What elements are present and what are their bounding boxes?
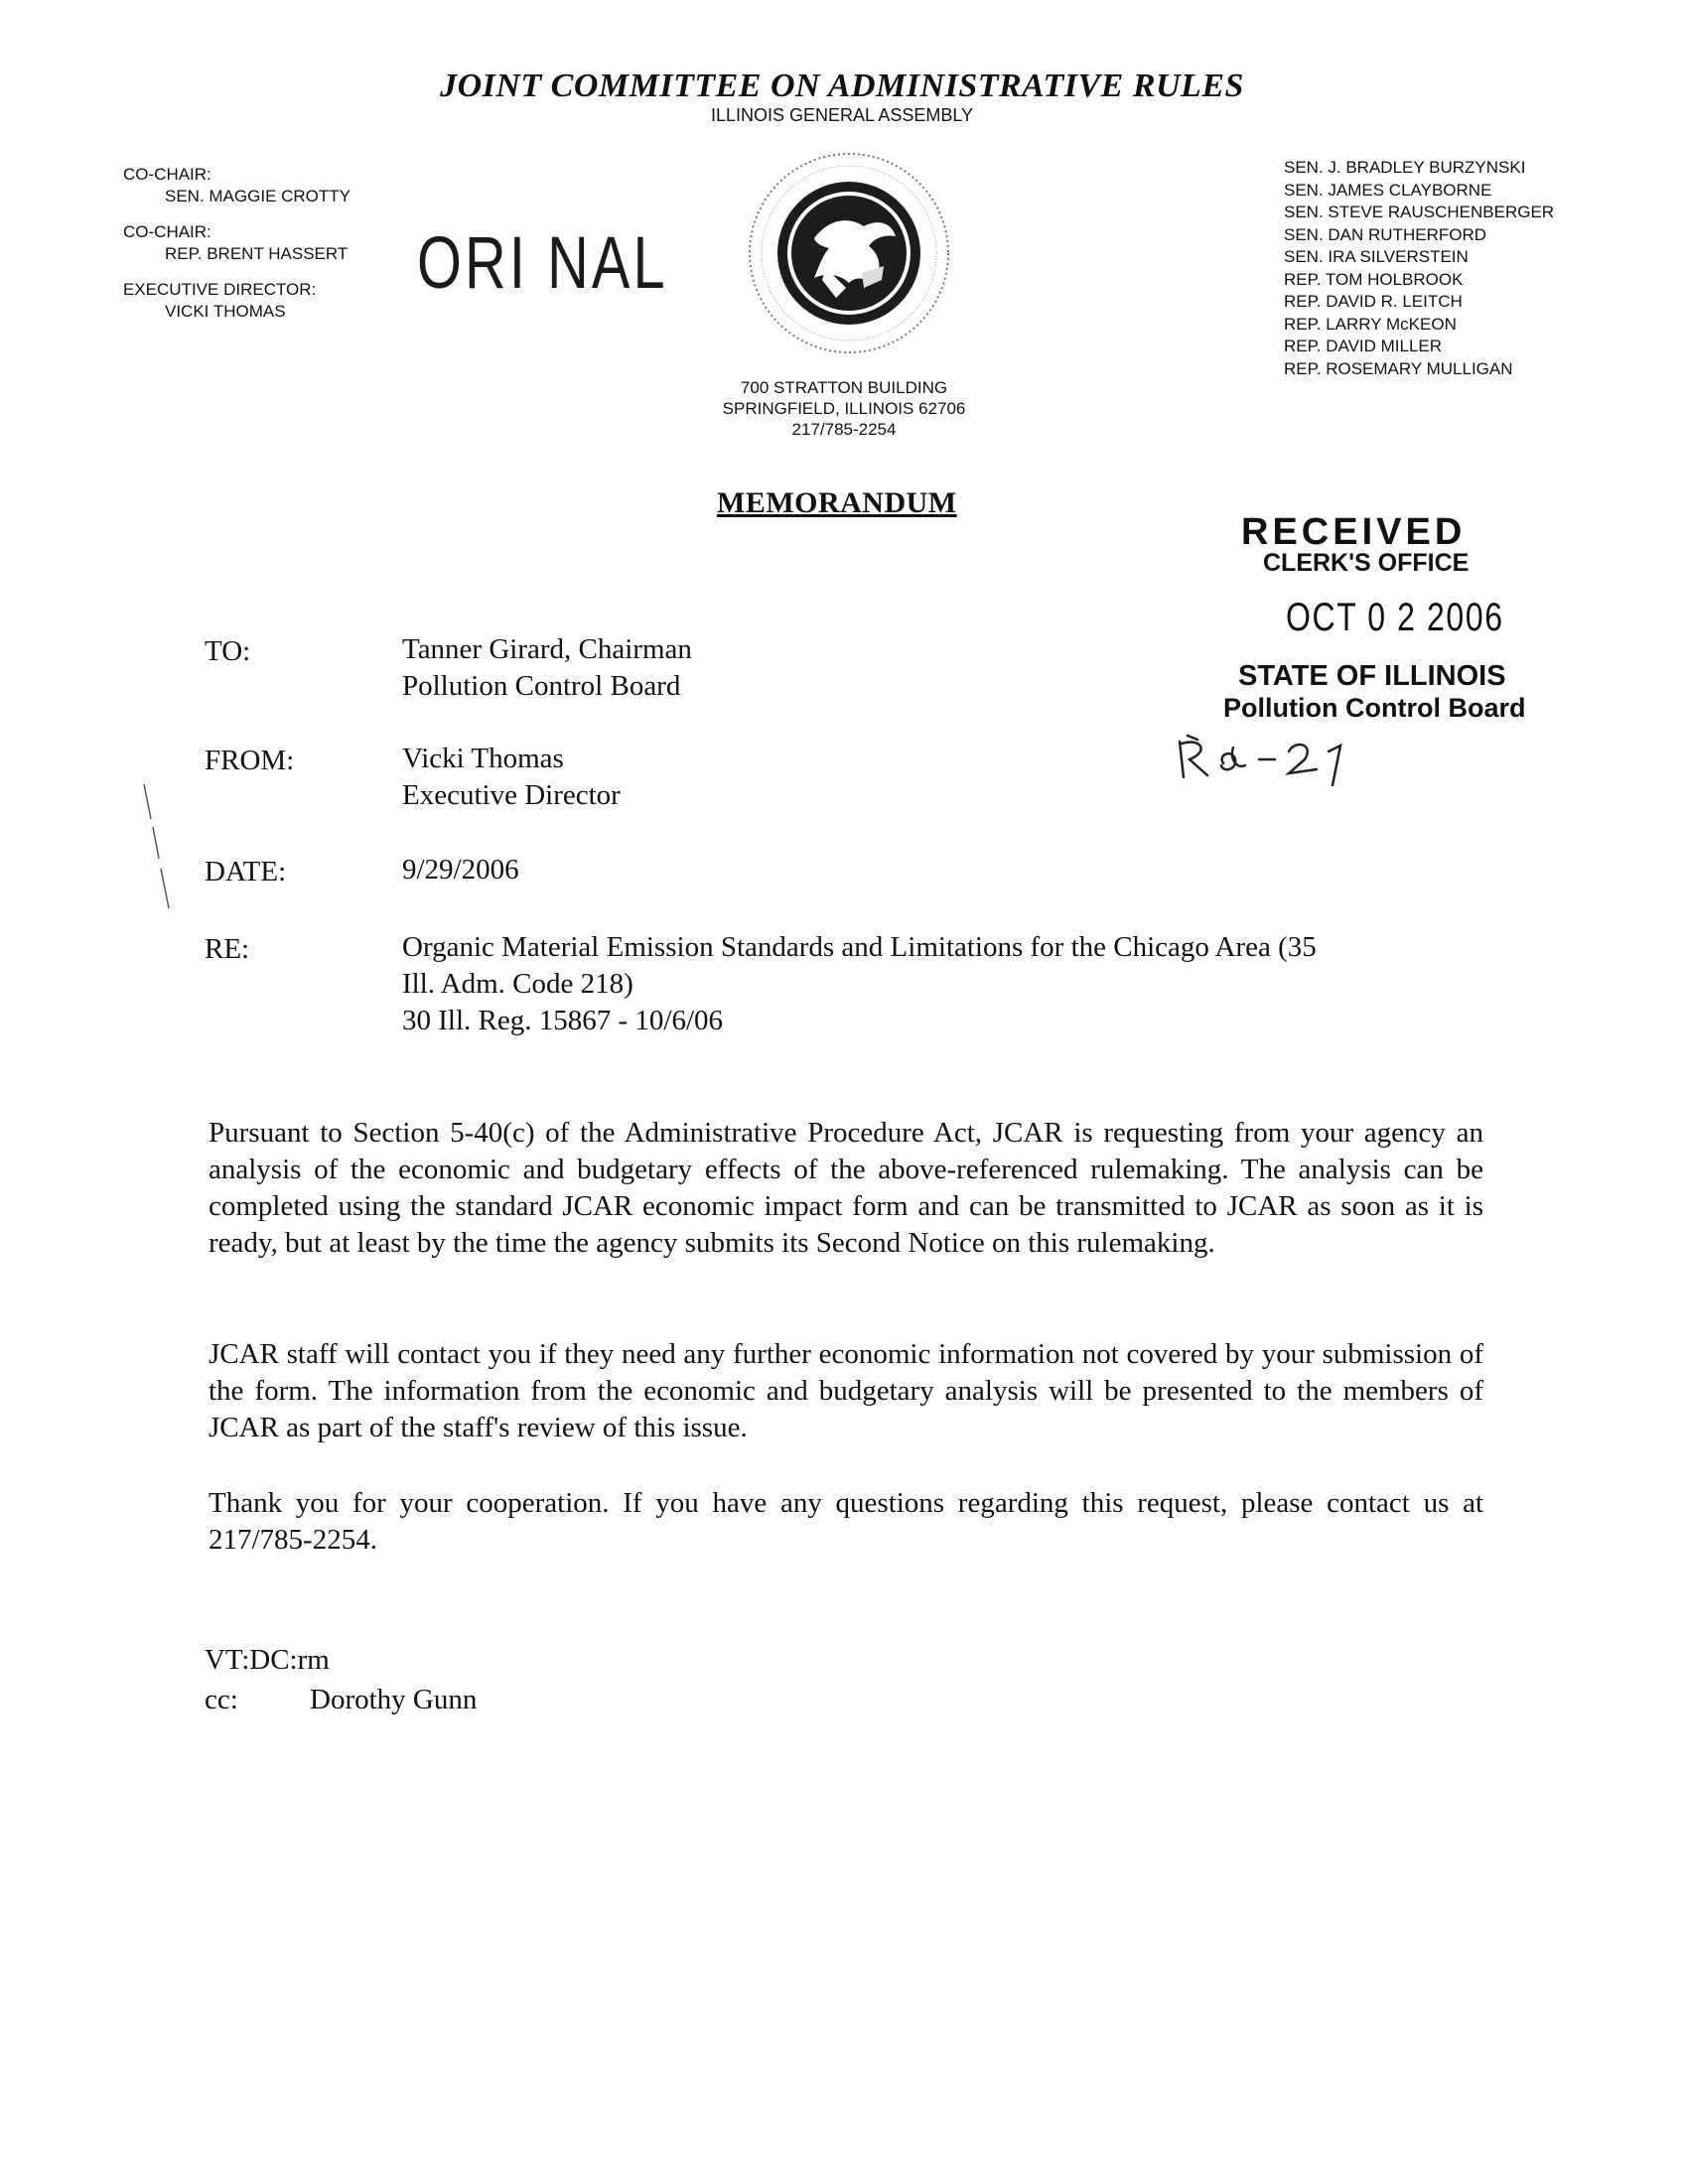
assembly-subtitle: ILLINOIS GENERAL ASSEMBLY (710, 105, 974, 125)
received-stamp-state: STATE OF ILLINOIS (1238, 660, 1506, 692)
body-paragraph-3: Thank you for your cooperation. If you have any questions regarding this request, please contact us at 217/785-2254. (209, 1487, 1483, 1556)
received-stamp-date: OCT 0 2 2006 (1286, 596, 1504, 639)
member-name: REP. DAVID MILLER (1284, 337, 1443, 355)
body-paragraph-1: Pursuant to Section 5-40(c) of the Administrative Procedure Act, JCAR is requesting from your agency an analysis of the economic and budgetary effects of the above-referenced rulemaking. The analysis can be completed using the standard JCAR economic impact form and can be transmitted to JCAR as soon as it is ready, but at least by the time the agency submits its Second Notice on this rulemaking. (209, 1117, 1483, 1259)
member-name: SEN. DAN RUTHERFORD (1284, 224, 1487, 244)
re-subject-line-2: Ill. Adm. Code 218) (402, 968, 633, 1000)
member-name: REP. LARRY McKEON (1284, 314, 1457, 334)
member-name: REP. ROSEMARY MULLIGAN (1284, 358, 1513, 378)
to-label: TO: (205, 635, 251, 667)
officer-executive-director (123, 279, 351, 323)
received-stamp-board: Pollution Control Board (1223, 693, 1526, 723)
officer-name: SEN. MAGGIE CROTTY (165, 187, 351, 205)
member-name: REP. DAVID R. LEITCH (1284, 292, 1463, 311)
from-label: FROM: (205, 745, 295, 776)
to-organization: Pollution Control Board (402, 670, 681, 702)
received-stamp-title: RECEIVED (1241, 511, 1467, 553)
re-subject-line-1: Organic Material Emission Standards and Limitations for the Chicago Area (35 (402, 931, 1317, 963)
address-phone: 217/785-2254 (791, 420, 897, 439)
committee-title: JOINT COMMITTEE ON ADMINISTRATIVE RULES (440, 68, 1244, 104)
members-list (1284, 157, 1554, 380)
officers-list (123, 164, 351, 337)
officer-role: CO-CHAIR: (123, 222, 211, 241)
officer-name: VICKI THOMAS (165, 302, 286, 321)
to-recipient: Tanner Girard, Chairman (402, 633, 692, 665)
from-value (402, 741, 621, 814)
officer-co-chair-1 (123, 164, 351, 207)
address-line-2: SPRINGFIELD, ILLINOIS 62706 (722, 399, 966, 418)
to-value (402, 631, 692, 705)
re-label: RE: (205, 933, 250, 965)
re-value (402, 929, 1494, 1039)
initials-line: VT:DC:rm (205, 1644, 330, 1676)
date-label: DATE: (205, 856, 287, 887)
re-register-citation: 30 Ill. Reg. 15867 - 10/6/06 (402, 1005, 724, 1036)
from-title: Executive Director (402, 779, 621, 811)
member-name: SEN. J. BRADLEY BURZYNSKI (1284, 158, 1526, 177)
original-stamp: ORI NAL (417, 221, 668, 304)
from-sender: Vicki Thomas (402, 743, 564, 774)
officer-co-chair-2 (123, 221, 351, 265)
member-name: REP. TOM HOLBROOK (1284, 269, 1464, 289)
officer-role: EXECUTIVE DIRECTOR: (123, 280, 317, 299)
body-paragraph-2: JCAR staff will contact you if they need any further economic information not covered by your submission of the form. The information from the economic and budgetary analysis will be presented to the members of JCAR as part of the staff's review of this issue. (209, 1338, 1483, 1443)
member-name: SEN. STEVE RAUSCHENBERGER (1284, 203, 1555, 221)
handwritten-docket-number (1172, 730, 1390, 789)
member-name: SEN. JAMES CLAYBORNE (1284, 180, 1492, 200)
memorandum-heading: MEMORANDUM (717, 486, 957, 519)
date-value: 9/29/2006 (402, 854, 519, 886)
committee-address (695, 377, 993, 440)
address-line-1: 700 STRATTON BUILDING (740, 378, 948, 397)
officer-name: REP. BRENT HASSERT (165, 244, 349, 263)
cc-recipient: Dorothy Gunn (310, 1684, 478, 1715)
cc-label: cc: (205, 1684, 238, 1715)
officer-role: CO-CHAIR: (123, 165, 211, 184)
margin-pen-mark (139, 779, 189, 918)
member-name: SEN. IRA SILVERSTEIN (1284, 247, 1469, 266)
illinois-seal-icon (745, 149, 953, 357)
received-stamp-office: CLERK'S OFFICE (1263, 549, 1470, 577)
